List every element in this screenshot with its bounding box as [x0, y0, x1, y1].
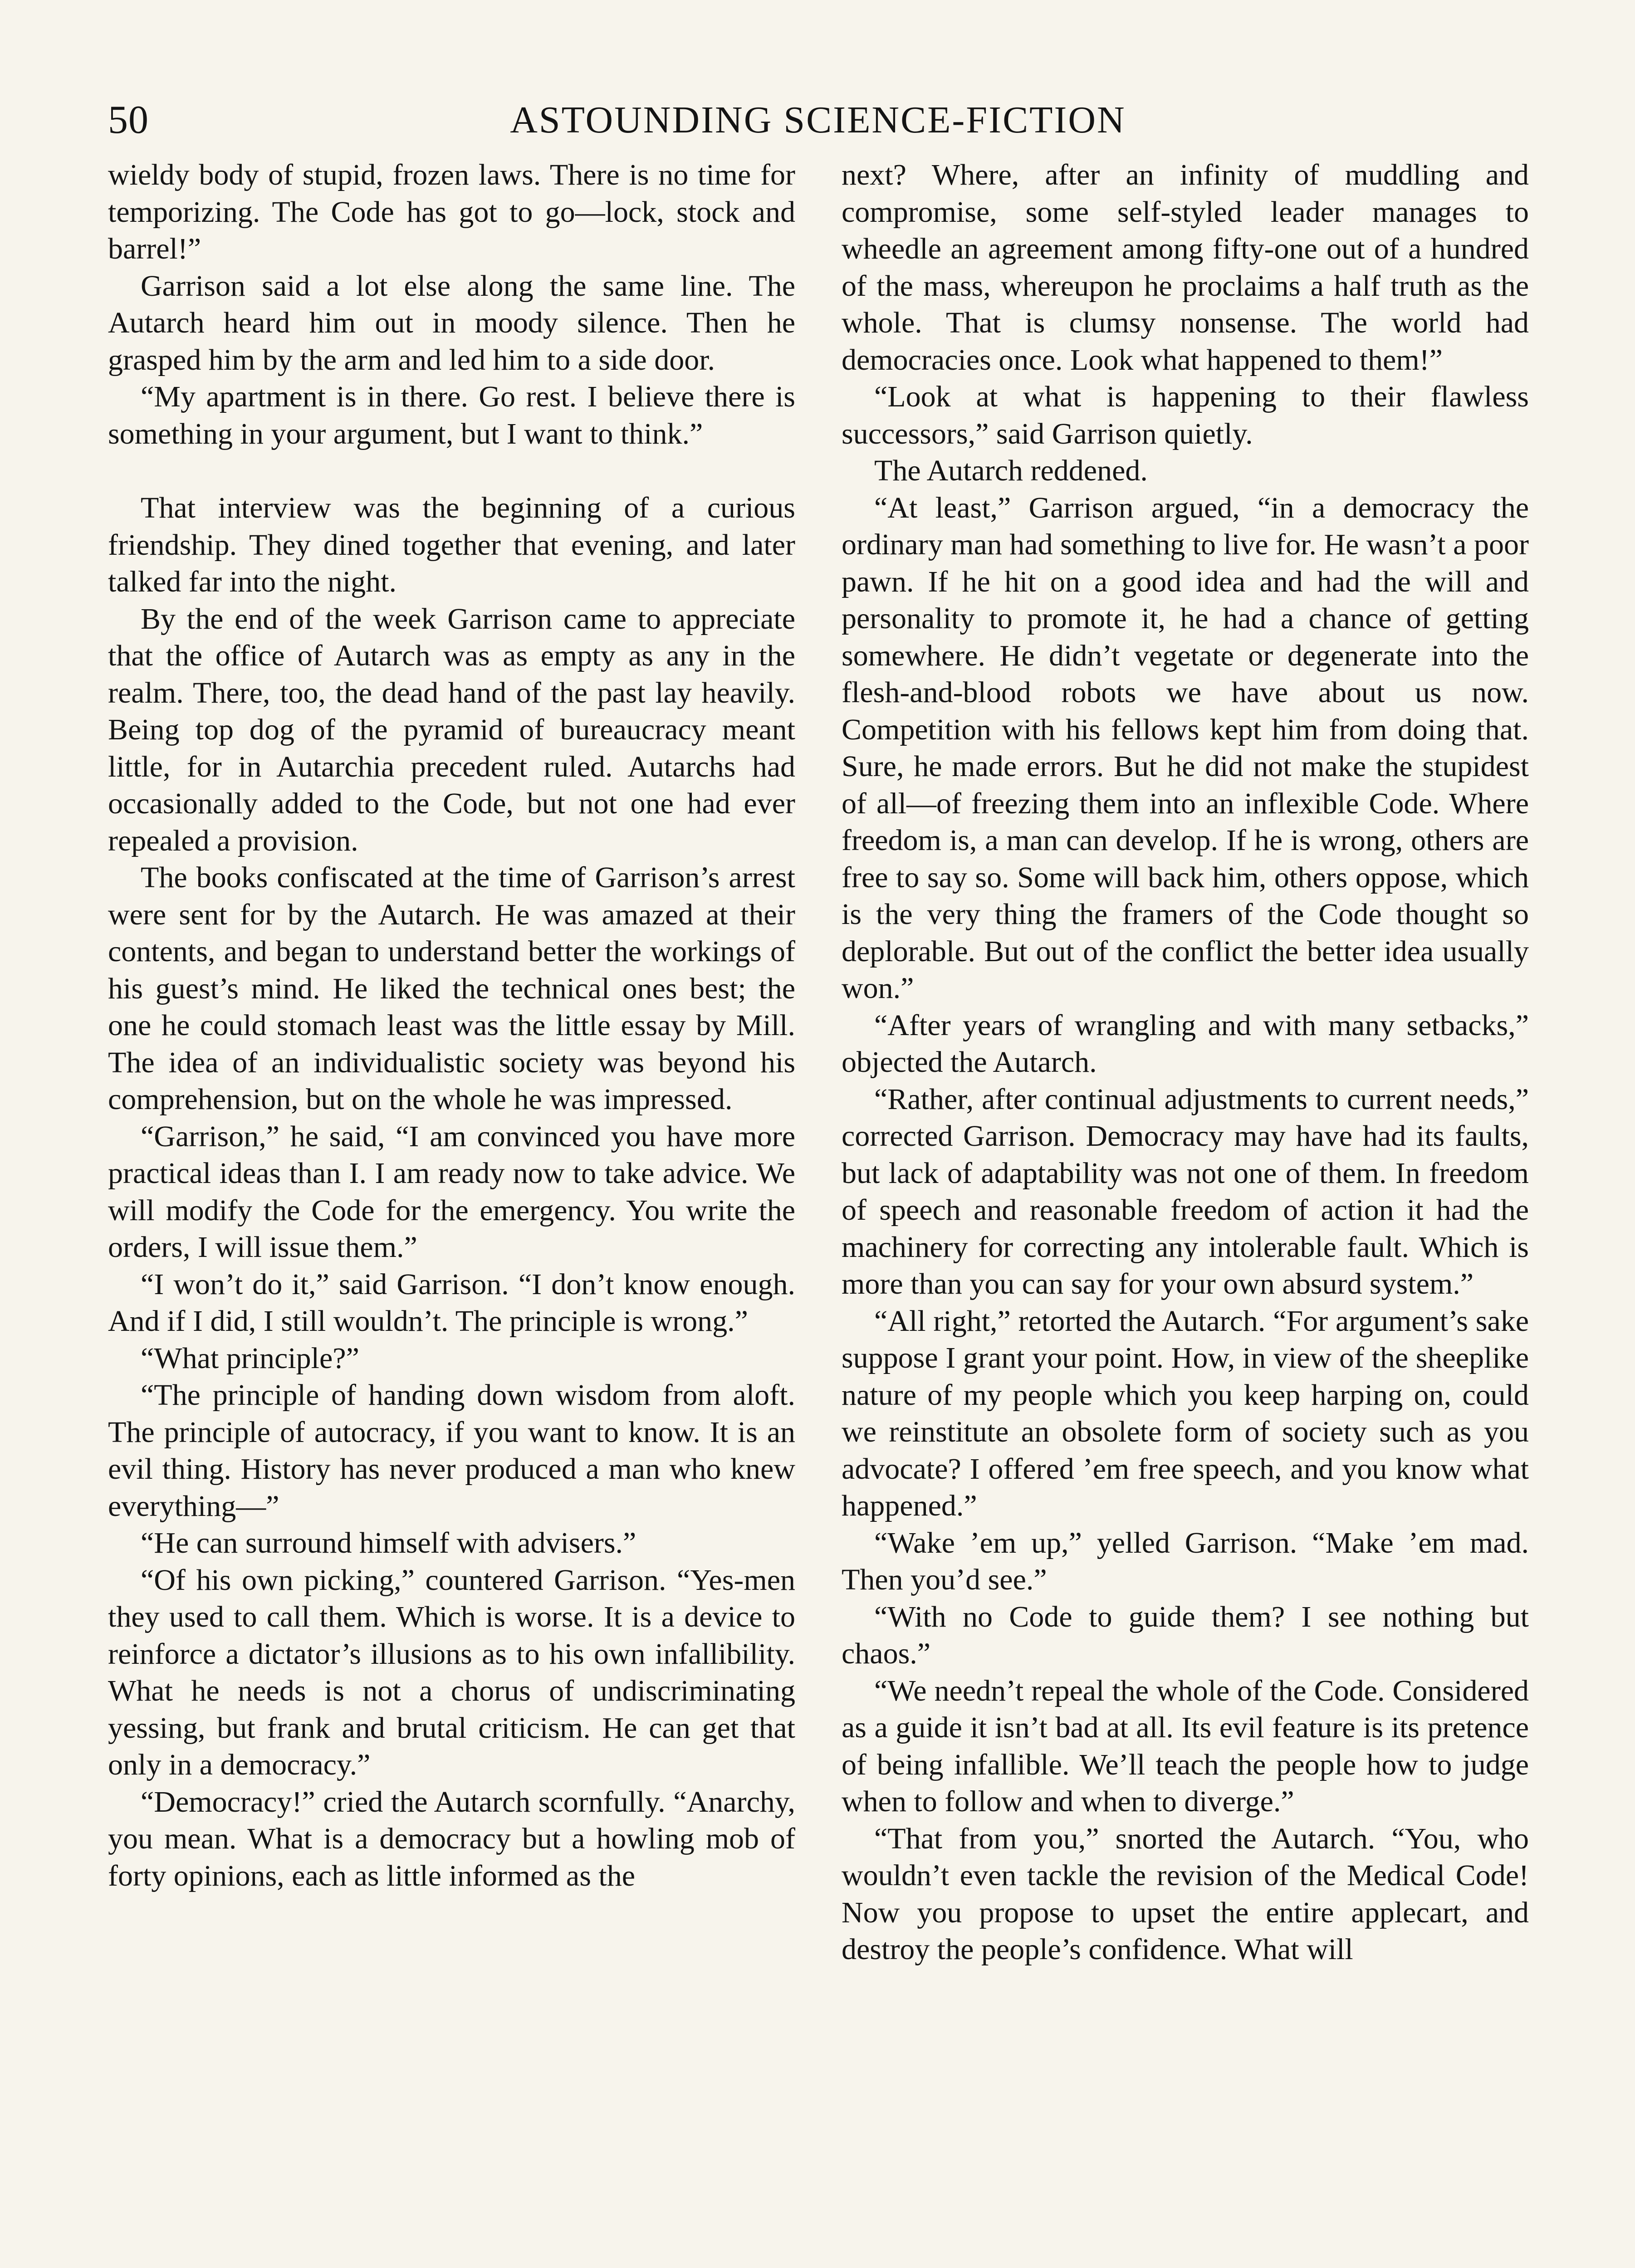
paragraph: “My apartment is in there. Go rest. I believe there is something in your argument, but I want to think.”: [108, 380, 795, 450]
paragraph: The Autarch reddened.: [874, 454, 1148, 487]
paragraph: “Look at what is happening to their flawless successors,” said Garrison quietly.: [842, 380, 1529, 450]
paragraph: wieldy body of stupid, frozen laws. There is no time for temporizing. The Code has got to go—lock, stock and barrel!”: [108, 158, 795, 265]
paragraph: “Democracy!” cried the Autarch scornfully. “Anarchy, you mean. What is a democracy but a howling mob of forty opinions, each as little informed as the: [108, 1785, 795, 1892]
paragraph: “He can surround himself with advisers.”: [141, 1526, 636, 1559]
paragraph: “We needn’t repeal the whole of the Code. Considered as a guide it isn’t bad at all. Its evil feature is its pretence of being infallible. We’ll teach the people how to judge when to follow and when to diverge.”: [842, 1674, 1529, 1818]
paragraph: next? Where, after an infinity of muddling and compromise, some self-styled leader manages to wheedle an agreement among fifty-one out of a hundred of the mass, whereupon he proclaims a half truth as the whole. That is clumsy nonsense. The world had democracies once. Look what happened to them!”: [842, 158, 1529, 376]
paragraph: “After years of wrangling and with many setbacks,” objected the Autarch.: [842, 1008, 1529, 1079]
page-number: 50: [108, 98, 149, 142]
paragraph: Garrison said a lot else along the same line. The Autarch heard him out in moody silence. Then he grasped him by the arm and led him to a side door.: [108, 269, 795, 376]
left-column: [108, 156, 795, 1894]
paragraph: That interview was the beginning of a curious friendship. They dined together that evening, and later talked far into the night.: [108, 491, 795, 598]
paragraph: “Garrison,” he said, “I am convinced you have more practical ideas than I. I am ready now to take advice. We will modify the Code for the emergency. You write the orders, I will issue them.”: [108, 1119, 795, 1264]
paragraph: “That from you,” snorted the Autarch. “You, who wouldn’t even tackle the revision of the Medical Code! Now you propose to upset the entire applecart, and destroy the people’s confidence. What will: [842, 1822, 1529, 1966]
paragraph: “At least,” Garrison argued, “in a democracy the ordinary man had something to live for. He wasn’t a poor pawn. If he hit on a good idea and had the will and personality to promote it, he had a chance of getting somewhere. He didn’t vegetate or degenerate into the flesh-and-blood robots we have about us now. Competition with his fellows kept him from doing that. Sure, he made errors. But he did not make the stupidest of all—of freezing them into an inflexible Code. Where freedom is, a man can develop. If he is wrong, others are free to say so. Some will back him, others oppose, which is the very thing the framers of the Code thought so deplorable. But out of the conflict the better idea usually won.”: [842, 491, 1529, 1005]
paragraph: “What principle?”: [141, 1341, 359, 1375]
paragraph: The books confiscated at the time of Garrison’s arrest were sent for by the Autarch. He was amazed at their contents, and began to understand better the workings of his guest’s mind. He liked the technical ones best; the one he could stomach least was the little essay by Mill. The idea of an individualistic society was beyond his comprehension, but on the whole he was impressed.: [108, 861, 795, 1116]
right-column: [842, 156, 1529, 1968]
paragraph: “With no Code to guide them? I see nothing but chaos.”: [842, 1600, 1529, 1670]
paragraph: “Of his own picking,” countered Garrison. “Yes-men they used to call them. Which is worse. It is a device to reinforce a dictator’s illusions as to his own infallibility. What he needs is not a chorus of undiscriminating yessing, but frank and brutal criticism. He can get that only in a democracy.”: [108, 1563, 795, 1781]
paragraph: “I won’t do it,” said Garrison. “I don’t know enough. And if I did, I still wouldn’t. The principle is wrong.”: [108, 1267, 795, 1338]
running-title: ASTOUNDING SCIENCE-FICTION: [510, 99, 1126, 141]
paragraph: “The principle of handing down wisdom from aloft. The principle of autocracy, if you want to know. It is an evil thing. History has never produced a man who knew everything—”: [108, 1378, 795, 1523]
paragraph: “Rather, after continual adjustments to current needs,” corrected Garrison. Democracy may have had its faults, but lack of adaptability was not one of them. In freedom of speech and reasonable freedom of action it had the machinery for correcting any intolerable fault. Which is more than you can say for your own absurd system.”: [842, 1082, 1529, 1300]
paragraph: By the end of the week Garrison came to appreciate that the office of Autarch was as empty as any in the realm. There, too, the dead hand of the past lay heavily. Being top dog of the pyramid of bureaucracy meant little, for in Autarchia precedent ruled. Autarchs had occasionally added to the Code, but not one had ever repealed a provision.: [108, 602, 795, 857]
paragraph: “Wake ’em up,” yelled Garrison. “Make ’em mad. Then you’d see.”: [842, 1526, 1529, 1596]
paragraph: “All right,” retorted the Autarch. “For argument’s sake suppose I grant your point. How, in view of the sheeplike nature of my people which you keep harping on, could we reinstitute an obsolete form of society such as you advocate? I offered ’em free speech, and you know what happened.”: [842, 1304, 1529, 1522]
page-header: [108, 93, 1528, 147]
